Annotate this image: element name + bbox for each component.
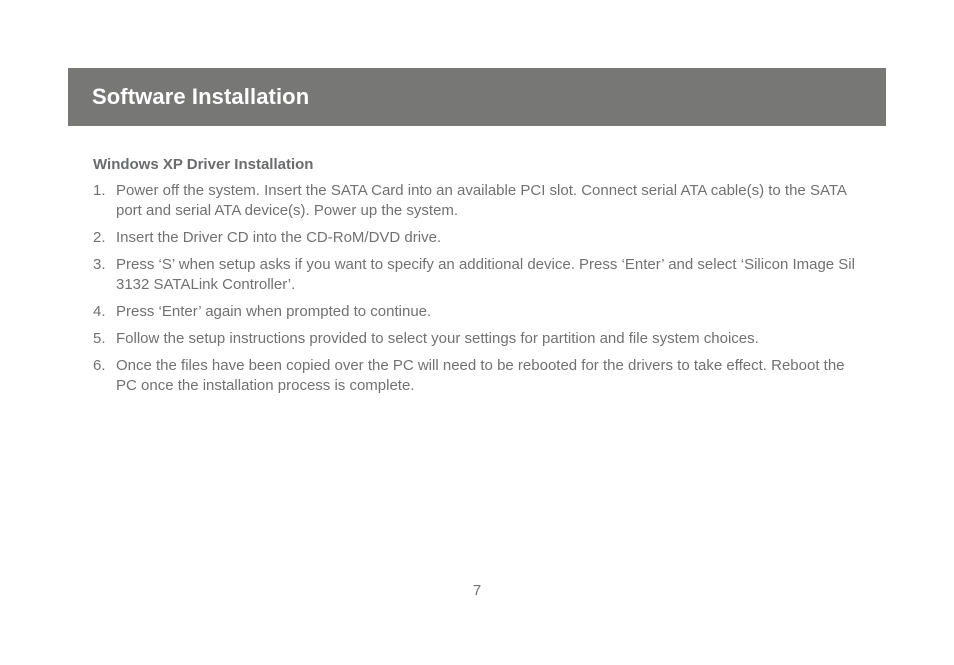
step-item (93, 228, 863, 248)
step-number: 2. (93, 229, 106, 246)
step-text: Press ‘Enter’ again when prompted to continue. (116, 303, 432, 320)
step-item (93, 255, 863, 295)
step-item (93, 181, 863, 221)
step-text: Insert the Driver CD into the CD-RoM/DVD drive. (116, 229, 442, 246)
step-item (93, 329, 863, 349)
section-title: Windows XP Driver Installation (93, 156, 314, 173)
step-text: Follow the setup instructions provided to select your settings for partition and file system choices. (116, 330, 759, 347)
step-item (93, 302, 863, 322)
step-number: 3. (93, 256, 106, 273)
main-content (93, 155, 863, 403)
page-number: 7 (472, 582, 482, 599)
steps-list (93, 181, 863, 396)
step-number: 6. (93, 357, 106, 374)
page-title: Software Installation (92, 83, 310, 109)
header-bar (68, 68, 886, 126)
step-text: Power off the system. Insert the SATA Card into an available PCI slot. Connect serial ATA cable(s) to the SATA port and serial ATA device(s). Power up the system. (116, 182, 847, 219)
step-item (93, 356, 863, 396)
step-number: 5. (93, 330, 106, 347)
step-text: Press ‘S’ when setup asks if you want to specify an additional device. Press ‘Enter’ and select ‘Silicon Image Sil 3132 SATALink Controller’. (116, 256, 855, 293)
step-number: 4. (93, 303, 106, 320)
step-text: Once the files have been copied over the PC will need to be rebooted for the drivers to take effect. Reboot the PC once the installation process is complete. (116, 357, 845, 394)
step-number: 1. (93, 182, 106, 199)
